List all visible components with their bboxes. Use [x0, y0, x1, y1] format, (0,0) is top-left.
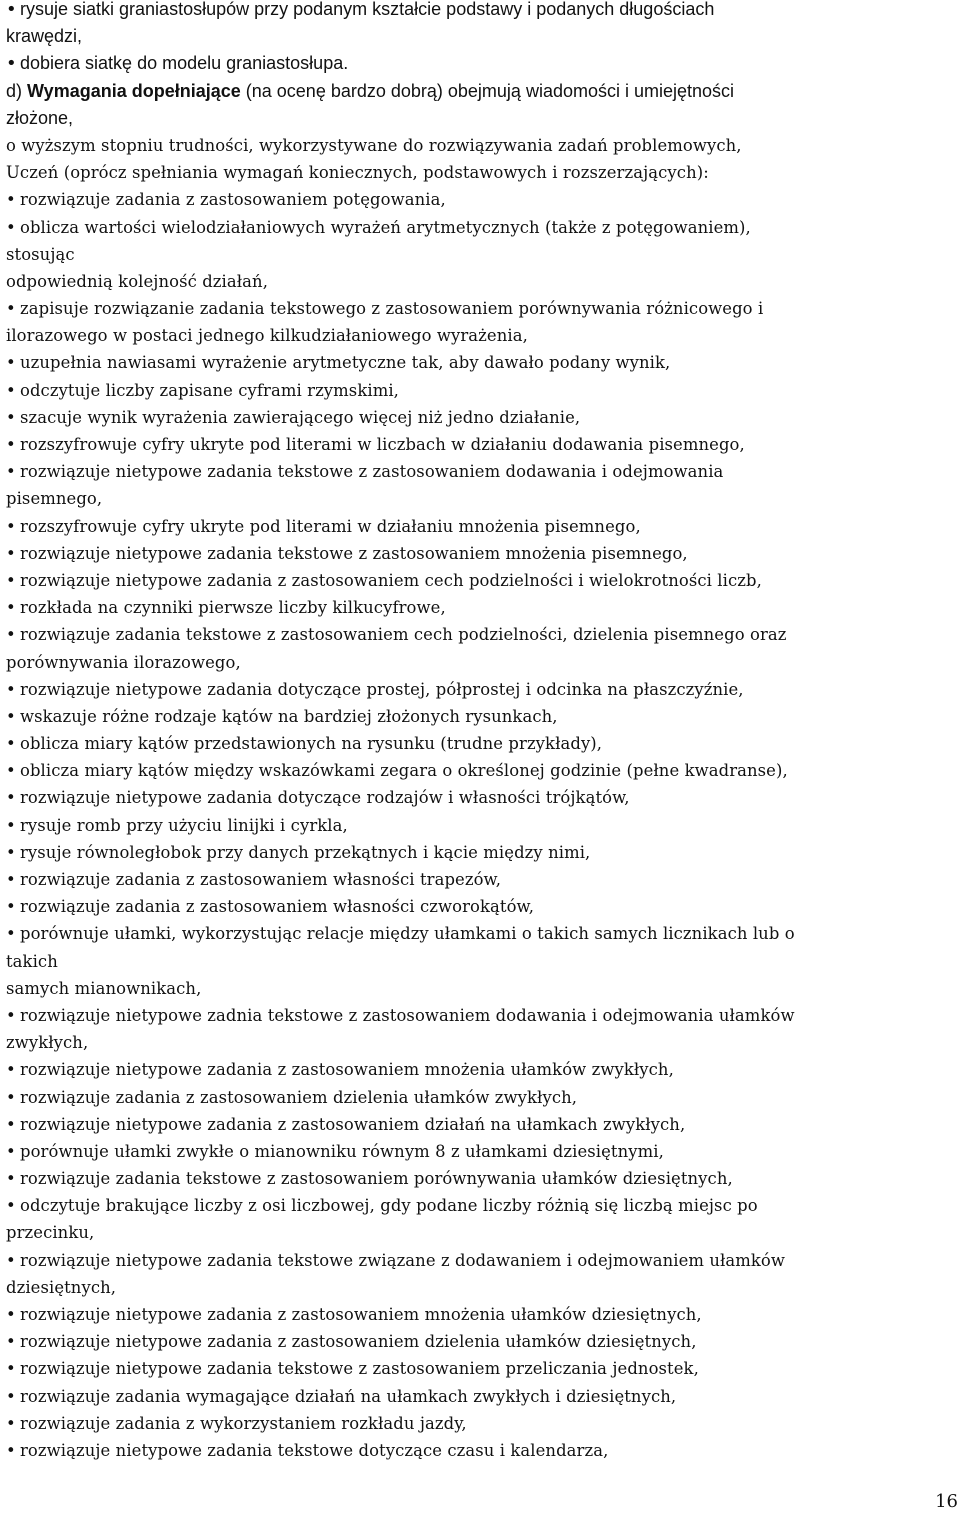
- text-line: [6, 159, 952, 186]
- bullet-list-item: [6, 703, 952, 730]
- line-text: rozwiązuje nietypowe zadania tekstowe z zastosowaniem przeliczania jednostek,: [20, 1359, 699, 1379]
- bullet-list-item: [6, 676, 952, 703]
- text-line: [6, 23, 952, 50]
- bullet-list-item: [6, 920, 952, 947]
- bullet-list-item: [6, 1247, 952, 1274]
- bullet-list-item: [6, 458, 952, 485]
- line-text: stosując: [6, 244, 75, 264]
- bullet-list-item: [6, 1355, 952, 1382]
- bullet-list-item: [6, 0, 952, 23]
- line-text: porównuje ułamki zwykłe o mianowniku równym 8 z ułamkami dziesiętnymi,: [20, 1141, 664, 1161]
- bullet-list-item: [6, 1383, 952, 1410]
- text-line: [6, 268, 952, 295]
- bullet-list-item: [6, 1111, 952, 1138]
- bullet-list-item: [6, 1410, 952, 1437]
- bullet-list-item: [6, 1328, 952, 1355]
- line-text: odczytuje brakujące liczby z osi liczbowej, gdy podane liczby różnią się liczbą miejsc po: [20, 1196, 758, 1216]
- bullet-list-item: [6, 1002, 952, 1029]
- line-text: rozwiązuje nietypowe zadania tekstowe z zastosowaniem dodawania i odejmowania: [20, 462, 724, 482]
- line-text: dobiera siatkę do modelu graniastosłupa.: [20, 53, 349, 74]
- document-page: [6, 0, 952, 1464]
- bullet-list-item: [6, 893, 952, 920]
- line-text: porównywania ilorazowego,: [6, 652, 241, 672]
- line-text: rozwiązuje zadania z zastosowaniem własności czworokątów,: [20, 897, 535, 917]
- line-text: rozwiązuje nietypowe zadania z zastosowaniem działań na ułamkach zwykłych,: [20, 1114, 686, 1134]
- section-prefix: d): [6, 80, 28, 101]
- line-text: uzupełnia nawiasami wyrażenie arytmetyczne tak, aby dawało podany wynik,: [20, 353, 671, 373]
- section-heading: Wymagania dopełniające: [27, 80, 241, 101]
- line-text: rysuje siatki graniastosłupów przy podanym kształcie podstawy i podanych długościach: [20, 0, 715, 19]
- bullet-list-item: [6, 349, 952, 376]
- text-line: [6, 1274, 952, 1301]
- text-line: [6, 948, 952, 975]
- section-description: (na ocenę bardzo dobrą) obejmują wiadomości i umiejętności: [240, 80, 735, 101]
- bullet-list-item: [6, 567, 952, 594]
- line-text: oblicza miary kątów między wskazówkami zegara o określonej godzinie (pełne kwadranse),: [20, 761, 788, 781]
- bullet-list-item: [6, 812, 952, 839]
- line-text: o wyższym stopniu trudności, wykorzystywane do rozwiązywania zadań problemowych,: [6, 135, 742, 155]
- text-line: [6, 241, 952, 268]
- line-text: szacuje wynik wyrażenia zawierającego więcej niż jedno działanie,: [20, 407, 581, 427]
- bullet-list-item: [6, 1192, 952, 1219]
- bullet-list-item: [6, 784, 952, 811]
- line-text: samych mianownikach,: [6, 978, 202, 998]
- bullet-list-item: [6, 1301, 952, 1328]
- line-text: krawędzi,: [6, 26, 83, 47]
- line-text: rozwiązuje zadania z zastosowaniem dzielenia ułamków zwykłych,: [20, 1087, 578, 1107]
- bullet-list-item: [6, 866, 952, 893]
- bullet-list-item: [6, 1084, 952, 1111]
- line-text: rozwiązuje nietypowe zadania tekstowe z zastosowaniem mnożenia pisemnego,: [20, 543, 688, 563]
- line-text: odpowiednią kolejność działań,: [6, 271, 269, 291]
- line-text: rozszyfrowuje cyfry ukryte pod literami w działaniu mnożenia pisemnego,: [20, 516, 641, 536]
- bullet-list-item: [6, 186, 952, 213]
- bullet-list-item: [6, 1437, 952, 1464]
- text-line: [6, 485, 952, 512]
- line-text: rozwiązuje nietypowe zadania dotyczące rodzajów i własności trójkątów,: [20, 788, 630, 808]
- bullet-list-item: [6, 513, 952, 540]
- text-line: [6, 322, 952, 349]
- bullet-list-item: [6, 730, 952, 757]
- line-text: rozszyfrowuje cyfry ukryte pod literami w liczbach w działaniu dodawania pisemnego,: [20, 435, 745, 454]
- line-text: rozwiązuje zadania z wykorzystaniem rozkładu jazdy,: [20, 1413, 467, 1433]
- line-text: ilorazowego w postaci jednego kilkudziałaniowego wyrażenia,: [6, 326, 528, 346]
- bullet-list-item: [6, 621, 952, 648]
- bullet-list-item: [6, 1138, 952, 1165]
- line-text: rozwiązuje nietypowe zadania z zastosowaniem mnożenia ułamków dziesiętnych,: [20, 1305, 702, 1324]
- text-line: [6, 132, 952, 159]
- line-text: porównuje ułamki, wykorzystując relacje między ułamkami o takich samych licznikach lub o: [20, 924, 795, 944]
- line-text: rozwiązuje nietypowe zadania tekstowe dotyczące czasu i kalendarza,: [20, 1440, 609, 1460]
- line-text: rozwiązuje nietypowe zadania z zastosowaniem dzielenia ułamków dziesiętnych,: [20, 1332, 697, 1352]
- bullet-list-item: [6, 757, 952, 784]
- text-line: [6, 975, 952, 1002]
- line-text: rozwiązuje zadania z zastosowaniem potęgowania,: [20, 190, 446, 210]
- line-text: zwykłych,: [6, 1033, 89, 1053]
- bullet-list-item: [6, 50, 952, 77]
- bullet-list-item: [6, 404, 952, 431]
- text-line: [6, 1029, 952, 1056]
- bullet-list-item: [6, 839, 952, 866]
- bullet-list-item: [6, 594, 952, 621]
- text-line: [6, 105, 952, 132]
- line-text: takich: [6, 951, 58, 971]
- text-line: [6, 649, 952, 676]
- text-line: [6, 1219, 952, 1246]
- line-text: rozwiązuje zadania z zastosowaniem własności trapezów,: [20, 870, 502, 889]
- line-text: rozwiązuje zadania tekstowe z zastosowaniem porównywania ułamków dziesiętnych,: [20, 1169, 733, 1189]
- line-text: oblicza wartości wielodziałaniowych wyrażeń arytmetycznych (także z potęgowaniem),: [20, 217, 751, 237]
- page-number: 16: [935, 1491, 958, 1512]
- line-text: dziesiętnych,: [6, 1277, 117, 1297]
- line-text: rozkłada na czynniki pierwsze liczby kilkucyfrowe,: [20, 598, 446, 618]
- line-text: rozwiązuje zadania wymagające działań na ułamkach zwykłych i dziesiętnych,: [20, 1386, 677, 1406]
- bullet-list-item: [6, 431, 952, 458]
- bullet-list-item: [6, 540, 952, 567]
- line-text: rysuje romb przy użyciu linijki i cyrkla,: [20, 815, 348, 835]
- line-text: rozwiązuje zadania tekstowe z zastosowaniem cech podzielności, dzielenia pisemnego oraz: [20, 625, 787, 645]
- line-text: zapisuje rozwiązanie zadania tekstowego z zastosowaniem porównywania różnicowego i: [20, 299, 764, 319]
- bullet-list-item: [6, 214, 952, 241]
- line-text: pisemnego,: [6, 489, 103, 509]
- text-line: [6, 78, 952, 105]
- line-text: oblicza miary kątów przedstawionych na rysunku (trudne przykłady),: [20, 734, 603, 754]
- line-text: przecinku,: [6, 1223, 95, 1243]
- line-text: Uczeń (oprócz spełniania wymagań koniecznych, podstawowych i rozszerzających):: [6, 163, 709, 183]
- bullet-list-item: [6, 377, 952, 404]
- line-text: rozwiązuje nietypowe zadnia tekstowe z zastosowaniem dodawania i odejmowania ułamków: [20, 1005, 795, 1025]
- line-text: rysuje równoległobok przy danych przekątnych i kącie między nimi,: [20, 842, 591, 862]
- line-text: odczytuje liczby zapisane cyframi rzymskimi,: [20, 380, 399, 400]
- bullet-list-item: [6, 1056, 952, 1083]
- line-text: złożone,: [6, 107, 74, 128]
- line-text: rozwiązuje nietypowe zadania tekstowe związane z dodawaniem i odejmowaniem ułamków: [20, 1250, 786, 1270]
- line-text: rozwiązuje nietypowe zadania dotyczące prostej, półprostej i odcinka na płaszczyźnie,: [20, 679, 744, 699]
- line-text: wskazuje różne rodzaje kątów na bardziej złożonych rysunkach,: [20, 706, 558, 726]
- bullet-list-item: [6, 1165, 952, 1192]
- line-text: rozwiązuje nietypowe zadania z zastosowaniem mnożenia ułamków zwykłych,: [20, 1060, 674, 1080]
- bullet-list-item: [6, 295, 952, 322]
- line-text: rozwiązuje nietypowe zadania z zastosowaniem cech podzielności i wielokrotności liczb,: [20, 570, 762, 590]
